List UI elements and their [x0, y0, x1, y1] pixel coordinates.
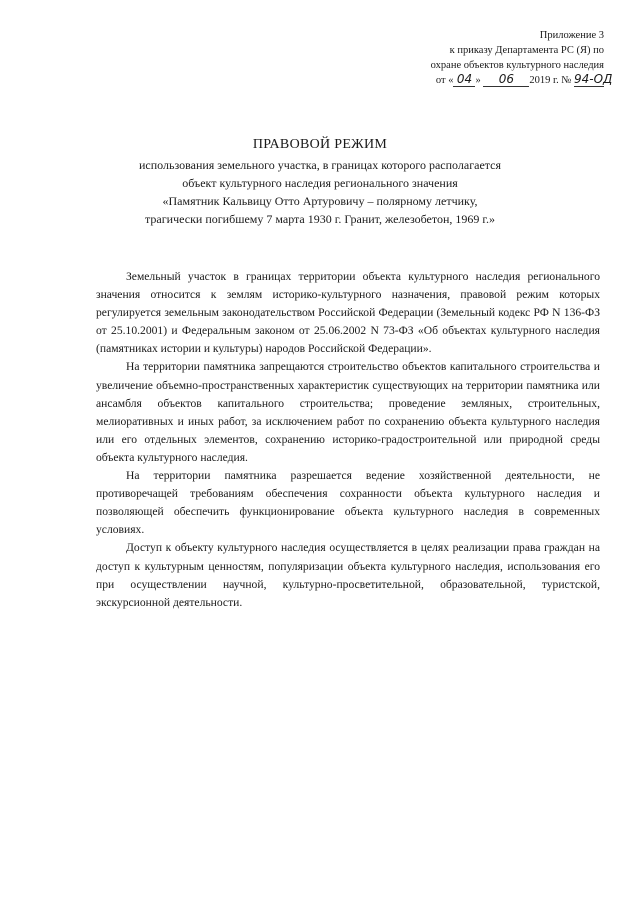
year-text: 2019 г. №	[529, 75, 572, 86]
paragraph-prohibitions: На территории памятника запрещаются строительство объектов капитального строительства и увеличение объемно-пространственных характеристик существующих на территории памятника или ансамбля объектов капитального строительства; проведение земляных, строительных, мелиоративных и иных работ, за исключением работ по сохранению объекта культурного наследия или его отдельных элементов, сохранению историко-градостроительной или природной среды объекта культурного наследия.	[96, 360, 600, 464]
handwritten-month: 06	[483, 73, 529, 87]
paragraph-access: Доступ к объекту культурного наследия осуществляется в целях реализации права граждан на доступ к культурным ценностям, популяризации объекта культурного наследия, использования его при осуществлении научной, культурно-просветительной, образовательной, туристской, экскурсионной деятельности.	[96, 541, 600, 609]
appendix-department: охране объектов культурного наследия	[430, 60, 604, 71]
subtitle-line: трагически погибшему 7 марта 1930 г. Гранит, железобетон, 1969 г.»	[145, 212, 495, 226]
title-block	[60, 136, 580, 228]
subtitle-line: объект культурного наследия регионального значения	[182, 176, 458, 190]
appendix-header	[384, 28, 613, 88]
paragraph-permissions: На территории памятника разрешается ведение хозяйственной деятельности, не противоречащей требованиям обеспечения сохранности объекта культурного наследия и позволяющей обеспечить функционирование объекта культурного наследия в современных условиях.	[96, 469, 600, 537]
document-title: ПРАВОВОЙ РЕЖИМ	[252, 137, 388, 152]
date-mid: »	[475, 75, 481, 86]
subtitle-line: «Памятник Кальвицу Отто Артуровичу – полярному летчику,	[162, 194, 478, 208]
appendix-date-line	[384, 72, 613, 88]
paragraph-land-status: Земельный участок в границах территории объекта культурного наследия регионального значения относится к землям историко-культурного назначения, правовой режим которых регулируется земельным законодательством Российской Федерации (Земельный кодекс РФ N 136-ФЗ от 25.10.2001) и Федеральным законом от 25.06.2002 N 73-ФЗ «Об объектах культурного наследия (памятниках истории и культуры) народов Российской Федерации».	[96, 270, 600, 356]
document-body	[96, 268, 600, 612]
date-prefix: от «	[435, 75, 454, 86]
handwritten-day: 04	[453, 73, 475, 87]
appendix-order-ref: к приказу Департамента РС (Я) по	[449, 45, 604, 56]
handwritten-order-number: 94-ОД	[574, 72, 613, 86]
subtitle-line: использования земельного участка, в границах которого располагается	[138, 158, 502, 172]
appendix-label: Приложение 3	[539, 30, 604, 41]
